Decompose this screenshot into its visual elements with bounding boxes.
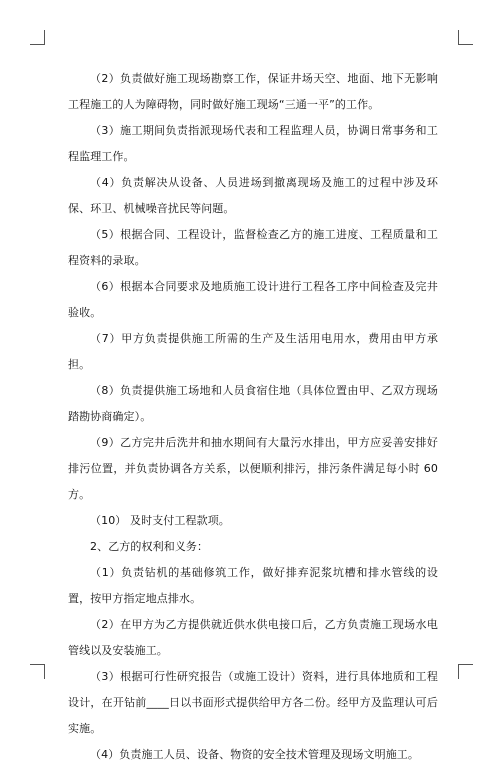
paragraph-party-a-9: （9）乙方完井后洗井和抽水期间有大量污水排出，甲方应妥善安排好排污位置，并负责协调各方关系，以便顺利排污，排污条件满足每小时 60 方。 <box>68 436 442 501</box>
section-heading-party-b: 2、乙方的权利和义务： <box>90 540 209 553</box>
paragraph-party-a-8: （8）负责提供施工场地和人员食宿住地（具体位置由甲、乙双方现场踏勘协商确定）。 <box>68 384 438 423</box>
crop-mark-bottom-left <box>30 664 45 679</box>
paragraph-party-a-6: （6）根据本合同要求及地质施工设计进行工程各工序中间检查及完井验收。 <box>68 280 438 319</box>
crop-mark-top-left <box>30 30 45 45</box>
document-body <box>68 66 442 768</box>
paragraph-party-a-7: （7）甲方负责提供施工所需的生产及生活用电用水，费用由甲方承担。 <box>68 332 438 371</box>
paragraph-party-b-3: （3）根据可行性研究报告（或施工设计）资料，进行具体地质和工程设计，在开钻前____日以书面形式提供给甲方各二份。经甲方及监理认可后实施。 <box>68 670 438 735</box>
paragraph-party-a-5: （5）根据合同、工程设计，监督检查乙方的施工进度、工程质量和工程资料的录取。 <box>68 228 438 267</box>
paragraph-party-a-3: （3）施工期间负责指派现场代表和工程监理人员，协调日常事务和工程监理工作。 <box>68 124 438 163</box>
paragraph-party-b-1: （1）负责钻机的基础修筑工作，做好排弃泥浆坑槽和排水管线的设置，按甲方指定地点排水。 <box>68 566 438 605</box>
crop-mark-bottom-right <box>458 664 473 679</box>
paragraph-party-a-4: （4）负责解决从设备、人员进场到撤离现场及施工的过程中涉及环保、环卫、机械噪音扰民等问题。 <box>68 176 438 215</box>
paragraph-party-b-4: （4）负责施工人员、设备、物资的安全技术管理及现场文明施工。 <box>90 748 419 761</box>
paragraph-party-a-10: （10） 及时支付工程款项。 <box>90 514 230 527</box>
paragraph-party-a-2: （2）负责做好施工现场勘察工作，保证井场天空、地面、地下无影响工程施工的人为障碍物，同时做好施工现场“三通一平”的工作。 <box>68 72 438 111</box>
crop-mark-top-right <box>458 30 473 45</box>
paragraph-party-b-2: （2）在甲方为乙方提供就近供水供电接口后，乙方负责施工现场水电管线以及安装施工。 <box>68 618 438 657</box>
